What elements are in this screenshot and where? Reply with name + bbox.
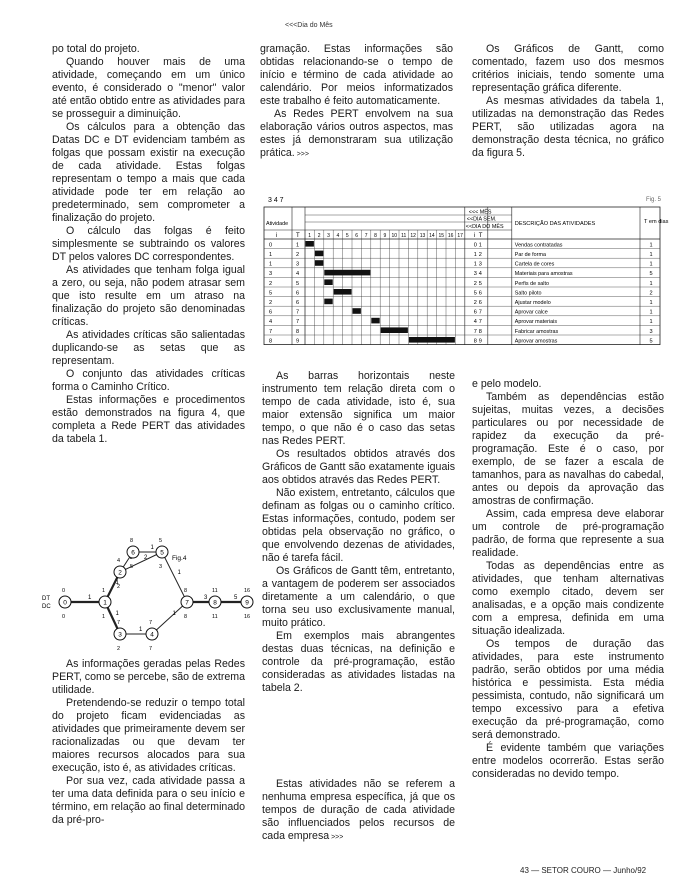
header-text: <<<Dia do Mês	[285, 22, 333, 29]
row-j2: 7	[478, 309, 482, 316]
dc-label: DC	[42, 604, 51, 610]
row-j2: 4	[478, 271, 482, 278]
row-j2: 8	[478, 328, 482, 335]
gantt-bar	[324, 299, 332, 305]
paragraph: gramação. Estas informações são obtidas relacionando-se o tempo de início e término de cada atividade ao calendário. Por meios informatizados este trabalho é feito automaticamente.	[260, 43, 453, 107]
row-j: 7	[296, 309, 300, 316]
node-dt: 11	[212, 588, 218, 594]
row-i: 5	[269, 290, 273, 297]
paragraph: As atividades críticas são salientadas duplicando-se as setas que as representam.	[52, 329, 245, 367]
paragraph: As Redes PERT envolvem na sua elaboração vários outros aspectos, mas estes já demonstraram sua utilização prática. >>>	[260, 108, 453, 159]
day-tick: 3	[327, 233, 330, 239]
figure-label: Fig. 5	[646, 197, 662, 203]
day-tick: 14	[429, 233, 435, 239]
row-desc: Aprovar calce	[514, 309, 548, 316]
node-number: 3	[118, 631, 122, 639]
row-i: 1	[269, 252, 273, 258]
arrow-duration: 1	[88, 595, 92, 601]
day-tick: 1	[308, 233, 312, 239]
node-dt: 8	[184, 588, 188, 594]
gantt-bar	[306, 241, 314, 247]
gantt-bar	[409, 337, 455, 343]
paragraph: e pelo modelo.	[472, 378, 542, 390]
row-i2: 6	[473, 309, 477, 316]
header-diasem: <<DIA SEM.	[466, 216, 497, 223]
row-desc: Aprovar amostras	[514, 338, 558, 345]
row-j2: 2	[478, 252, 482, 258]
page-header	[285, 22, 333, 29]
row-desc: Cartela de cores	[514, 261, 555, 268]
paragraph: Não existem, entretanto, cálculos que definam as folgas ou o caminho crítico. Estas informações, contudo, podem ser obtidas pela observação no gráfico, o que envolvendo dezenas de atividades, não é tarefa fácil.	[262, 487, 455, 564]
arrow-duration: 5	[234, 595, 238, 601]
row-i: 7	[269, 328, 273, 335]
dt-label: DT	[42, 596, 50, 602]
gantt-bar	[381, 327, 408, 333]
row-i2: 3	[473, 271, 477, 278]
node-dt: 8	[130, 538, 134, 544]
row-i: 6	[269, 309, 273, 316]
row-t: 1	[649, 300, 653, 306]
pert-network	[40, 512, 265, 660]
paragraph: As barras horizontais neste instrumento tem relação direta com o tempo de cada atividade, isto é, sua maior extensão significa um maior tempo, o que não é o caso das setas nas Redes PERT.	[262, 370, 455, 447]
row-t: 1	[649, 242, 653, 249]
node-dt: 4	[117, 558, 121, 564]
node-dc: 1	[102, 614, 106, 620]
gantt-chart	[262, 193, 669, 369]
gantt-bar	[334, 289, 352, 295]
paragraph: Também as dependências estão sujeitas, muitas vezes, a decisões particulares ou por necessidade de rapidez da execução da pré-programação. Este é o caso, por exemplo, de se fazer a escala de tamanhos, para as navalhas do cabedal, antes ou depois da aprovação das amostras de confirmação.	[472, 391, 664, 507]
row-i2: 0	[473, 242, 477, 249]
node-number: 1	[103, 599, 107, 607]
paragraph: po total do projeto.	[52, 43, 140, 55]
column-1-bottom	[52, 658, 245, 827]
column-2-middle	[262, 370, 455, 695]
node-number: 6	[131, 549, 135, 557]
row-j: 6	[296, 300, 300, 306]
paragraph: Os Gráficos de Gantt, como comentado, fazem uso dos mesmos critérios iniciais, tendo somente uma representação gráfica diferente.	[472, 43, 664, 94]
arrow-duration: 3	[204, 595, 208, 601]
paragraph: As mesmas atividades da tabela 1, utilizadas na demonstração das Redes PERT, são utilizadas agora na demonstração desta técnica, no gráfico da figura 5.	[472, 95, 664, 159]
node-dc: 11	[212, 614, 218, 620]
node-number: 5	[160, 549, 164, 557]
paragraph: Estas atividades não se referem a nenhuma empresa específica, já que os tempos de duração de cada atividade são influenciados pelos recursos de cada empresa >>>	[262, 778, 455, 842]
row-j2: 5	[478, 280, 482, 287]
row-i2: 1	[473, 252, 477, 258]
row-j: 7	[296, 319, 300, 326]
node-dt: 5	[159, 538, 163, 544]
row-i: 0	[269, 242, 273, 249]
arrow-duration: 2	[144, 555, 148, 561]
column-2	[260, 43, 453, 161]
row-j: 5	[296, 280, 300, 287]
gantt-bar	[324, 270, 370, 276]
row-t: 2	[649, 290, 653, 297]
row-i: 2	[269, 300, 273, 306]
paragraph: É evidente também que variações entre modelos ocorrerão. Estas serão consideradas no devido tempo.	[472, 742, 664, 780]
paragraph: Pretendendo-se reduzir o tempo total do projeto ficam evidenciadas as atividades que primeiramente devem ser racionalizadas ou que devam ter maiores recursos alocados para sua execução, isto é, as atividades críticas.	[52, 697, 245, 774]
gantt-bar	[315, 251, 323, 257]
node-number: 2	[118, 569, 122, 577]
header-j2: T	[478, 233, 483, 239]
row-i2: 1	[473, 261, 477, 268]
node-dt: 0	[62, 588, 66, 594]
node-number: 4	[150, 631, 154, 639]
gantt-frame	[264, 207, 660, 345]
row-t: 5	[649, 271, 653, 278]
row-j: 4	[296, 271, 300, 278]
gantt-bar	[324, 279, 332, 285]
day-tick: 17	[457, 233, 463, 239]
paragraph: Em exemplos mais abrangentes destas duas técnicas, na definição e controle da pré-programação, estão consideradas as atividades listadas na tabela 2.	[262, 630, 455, 694]
day-tick: 16	[447, 233, 454, 239]
row-j2: 1	[478, 242, 482, 249]
row-i: 3	[269, 271, 273, 278]
node-dc: 0	[62, 614, 66, 620]
arrow-duration: 1	[172, 611, 176, 617]
row-j: 1	[296, 242, 300, 249]
row-t: 1	[649, 319, 653, 326]
paragraph: Estas informações e procedimentos estão demonstrados na figura 4, que completa a Rede PERT das atividades da tabela 1.	[52, 394, 245, 445]
row-desc: Perfis de salto	[514, 280, 549, 287]
header-i: i	[276, 233, 278, 239]
node-dc: 3	[159, 564, 163, 570]
row-j2: 6	[478, 290, 482, 297]
paragraph: O cálculo das folgas é feito simplesmente se subtraindo os valores DT pelos valores DC correspondentes.	[52, 225, 245, 263]
paragraph: Os Gráficos de Gantt têm, entretanto, a vantagem de poderem ser associados diretamente a um calendário, o que torna seu uso exclusivamente manual, muito prático.	[262, 565, 455, 629]
day-tick: 10	[391, 233, 398, 239]
node-number: 9	[245, 599, 249, 607]
row-i2: 7	[473, 328, 477, 335]
node-dc: 16	[244, 614, 251, 620]
gantt-bar	[315, 260, 323, 266]
node-dt: 7	[149, 620, 153, 626]
node-number: 8	[213, 599, 217, 607]
page-footer	[520, 866, 646, 875]
header-desc: DESCRIÇÃO DAS ATIVIDADES	[514, 221, 596, 227]
row-j2: 7	[478, 319, 482, 326]
row-i2: 5	[473, 290, 477, 297]
day-tick: 12	[410, 233, 416, 239]
node-dc: 2	[117, 646, 121, 652]
row-j: 3	[296, 261, 300, 268]
column-1	[52, 43, 245, 446]
gantt-bar	[371, 318, 379, 324]
node-dc: 2	[117, 584, 121, 590]
paragraph: Quando houver mais de uma atividade, começando em um único evento, é considerado o "menor" valor até então obtido entre as atividades para se prosseguir a diminuição.	[52, 56, 245, 120]
column-2-bottom	[262, 778, 455, 844]
node-number: 7	[185, 599, 189, 607]
arrow-duration: 1	[150, 545, 154, 551]
arrow-duration: 1	[139, 627, 143, 633]
node-dt: 16	[244, 588, 251, 594]
row-desc: Par de forma	[514, 252, 546, 258]
row-desc: Ajustar modelo	[514, 300, 551, 306]
row-i2: 2	[473, 280, 477, 287]
node-dt: 1	[102, 588, 106, 594]
row-t: 1	[649, 252, 653, 258]
paragraph: Por sua vez, cada atividade passa a ter uma data definida para o seu início e término, em relação ao final determinado da pré-pro-	[52, 775, 245, 826]
row-t: 1	[649, 261, 653, 268]
day-tick: 9	[383, 233, 387, 239]
arrow-duration: 1	[177, 570, 181, 576]
day-tick: 13	[419, 233, 426, 239]
node-dc: 7	[149, 646, 153, 652]
row-i2: 2	[473, 300, 477, 306]
row-t: 5	[649, 338, 653, 345]
paragraph: Os resultados obtidos através dos Gráficos de Gantt são exatamente iguais aos obtidos através das Redes PERT.	[262, 448, 455, 486]
row-j2: 3	[478, 261, 482, 268]
day-tick: 15	[438, 233, 445, 239]
day-tick: 11	[401, 233, 407, 239]
header-i2: i	[473, 233, 476, 239]
row-j: 6	[296, 290, 300, 297]
paragraph: O conjunto das atividades críticas forma o Caminho Crítico.	[52, 368, 245, 393]
arrow-duration: 1	[115, 611, 119, 617]
fig-corner-label: 3 4 7	[268, 197, 284, 204]
node-dc: 8	[184, 614, 188, 620]
day-tick: 8	[374, 233, 377, 239]
day-tick: 7	[364, 233, 368, 239]
continuation-mark: >>>	[329, 834, 344, 841]
day-tick: 5	[345, 233, 349, 239]
column-3	[472, 43, 664, 160]
row-desc: Aprovar materiais	[514, 319, 558, 326]
row-t: 1	[649, 280, 653, 287]
header-j: T	[296, 233, 300, 239]
node-number: 0	[63, 599, 67, 607]
gantt-figure	[262, 193, 669, 369]
header-diames: <<DIA DO MÊS	[465, 224, 504, 230]
row-t: 1	[649, 309, 653, 316]
day-tick: 2	[317, 233, 321, 239]
pert-figure	[40, 512, 265, 660]
footer-text: 43 — SETOR COURO — Junho/92	[520, 866, 647, 875]
header-mes: <<< MÊS	[468, 209, 492, 216]
row-j: 8	[296, 328, 300, 335]
row-i2: 4	[473, 319, 477, 326]
paragraph: As informações geradas pelas Redes PERT, como se percebe, são de extrema utilidade.	[52, 658, 245, 696]
day-tick: 6	[355, 233, 359, 239]
figure-label: Fig.4	[172, 555, 187, 562]
row-desc: Materiais para amostras	[514, 271, 573, 278]
node-dc: 5	[130, 564, 134, 570]
row-t: 3	[649, 328, 653, 335]
row-desc: Fabricar amostras	[514, 328, 559, 335]
paragraph: Os cálculos para a obtenção das Datas DC e DT evidenciam também as folgas que possam existir na execução de cada atividade. Estas folgas representam o tempo a mais que cada atividade pode ter em relação ao predeterminado, sem comprometer a finalização do projeto.	[52, 121, 245, 224]
paragraph: Assim, cada empresa deve elaborar um controle de pré-programação padrão, de forma que represente a sua realidade.	[472, 508, 664, 559]
day-tick: 4	[336, 233, 340, 239]
pert-arrow	[152, 599, 189, 634]
paragraph: Os tempos de duração das atividades, para este instrumento padrão, serão obtidos por uma média histórica e pessimista. Esta média pessimista, contudo, não significará um tempo excessivo para a efetiva execução da pré-programação, como será demonstrado.	[472, 638, 664, 741]
paragraph: As atividades que tenham folga igual a zero, ou seja, não podem atrasar sem que isto resulte em um atraso na finalização do projeto são denominadas críticas.	[52, 264, 245, 328]
header-t: T em dias	[644, 219, 669, 225]
row-j: 2	[296, 252, 300, 258]
paragraph: Todas as dependências entre as atividades, que tenham alternativas como exemplo citado, devem ser analisadas, e a opção mais condizente com a empresa, definida em uma situação idealizada.	[472, 560, 664, 637]
node-dt: 7	[117, 620, 121, 626]
row-i: 2	[269, 280, 273, 287]
row-i: 4	[269, 319, 273, 326]
row-j: 9	[296, 338, 300, 345]
row-i2: 8	[473, 338, 477, 345]
row-j2: 6	[478, 300, 482, 306]
arrow-duration: 1	[115, 580, 119, 586]
gantt-bar	[353, 308, 361, 314]
column-3-bottom	[472, 378, 664, 781]
header-atividade: Atividade	[266, 221, 289, 227]
row-desc: Vendas contratadas	[514, 242, 563, 249]
continuation-mark: >>>	[294, 151, 309, 158]
row-j2: 9	[478, 338, 482, 345]
row-i: 8	[269, 338, 273, 345]
row-desc: Salto piloto	[514, 290, 542, 297]
row-i: 1	[269, 261, 273, 268]
